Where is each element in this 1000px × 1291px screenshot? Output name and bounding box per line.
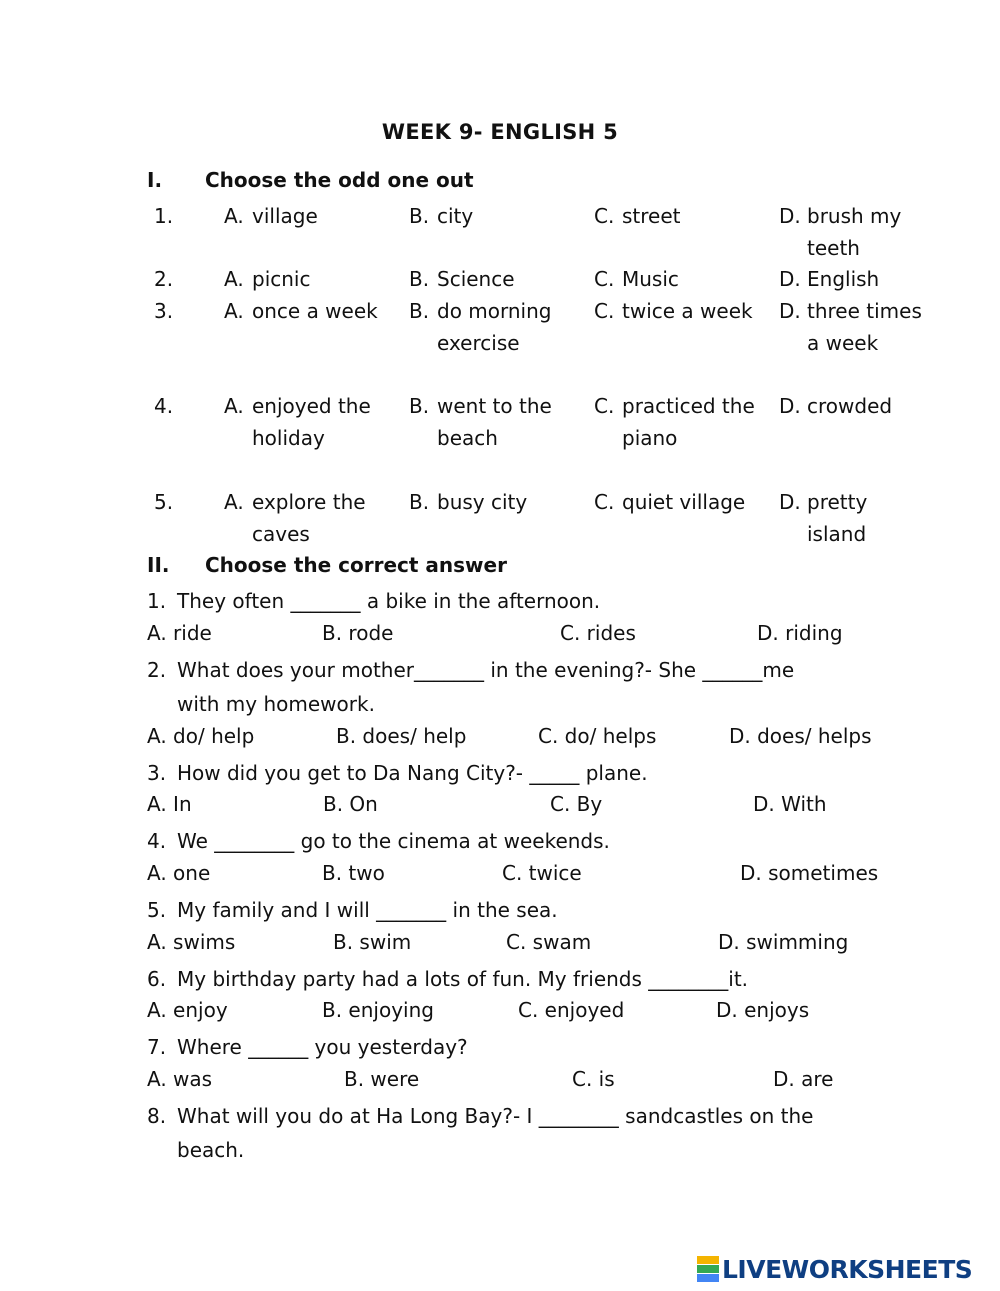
question-text: My family and I will _______ in the sea.: [177, 898, 558, 922]
option-letter: C.: [594, 267, 615, 291]
section-2-heading: [147, 553, 507, 577]
question-number: 3.: [147, 761, 167, 785]
option: [224, 296, 402, 328]
option-text: city: [437, 204, 474, 228]
answer-option: A. do/ help: [147, 724, 255, 748]
question-text: What does your mother_______ in the evening?- She ______me: [177, 658, 795, 682]
question-number: 1.: [147, 589, 167, 613]
question: [147, 1099, 813, 1167]
option-text: quiet village: [622, 490, 746, 514]
option: [224, 487, 402, 550]
answer-option: B. two: [322, 861, 385, 885]
option: [409, 296, 587, 359]
question-text-continued: with my homework.: [177, 692, 375, 716]
question-number: 6.: [147, 967, 167, 991]
answer-option: C. do/ helps: [538, 724, 657, 748]
option-letter: D.: [779, 299, 801, 323]
option: [594, 296, 772, 328]
option: [409, 487, 587, 519]
option: [594, 391, 772, 454]
option-text: street: [622, 204, 681, 228]
answer-option: B. On: [323, 792, 378, 816]
question-number: 4.: [147, 829, 167, 853]
answer-option: B. were: [344, 1067, 420, 1091]
question-number: 2.: [147, 658, 167, 682]
option-text: explore the caves: [252, 490, 366, 546]
answer-option: D. With: [753, 792, 827, 816]
option-letter: B.: [409, 490, 430, 514]
answer-option: A. swims: [147, 930, 236, 954]
answer-option: C. rides: [560, 621, 636, 645]
answer-option: A. ride: [147, 621, 212, 645]
section-1-title: Choose the odd one out: [205, 168, 474, 192]
question: [147, 653, 794, 721]
option-letter: B.: [409, 267, 430, 291]
option-letter: A.: [224, 394, 244, 418]
question-text: Where ______ you yesterday?: [177, 1035, 468, 1059]
option-letter: C.: [594, 394, 615, 418]
option-letter: A.: [224, 490, 244, 514]
option-letter: A.: [224, 267, 244, 291]
option-text: twice a week: [622, 299, 753, 323]
item-number: 2.: [154, 267, 174, 291]
answer-option: C. twice: [502, 861, 582, 885]
question: [147, 1030, 468, 1064]
option-text: crowded: [807, 394, 893, 418]
option-text: village: [252, 204, 318, 228]
option-letter: C.: [594, 204, 615, 228]
answer-option: D. does/ helps: [729, 724, 872, 748]
option-letter: C.: [594, 490, 615, 514]
option-text: pretty island: [807, 490, 868, 546]
option-letter: B.: [409, 204, 430, 228]
option: [409, 264, 587, 296]
liveworksheets-logo-icon: [697, 1256, 719, 1282]
option: [594, 201, 772, 233]
liveworksheets-logo: [697, 1254, 972, 1284]
option-text: Science: [437, 267, 515, 291]
option-text: brush my teeth: [807, 204, 902, 260]
option-letter: D.: [779, 394, 801, 418]
answer-option: B. enjoying: [322, 998, 434, 1022]
answer-option: A. enjoy: [147, 998, 228, 1022]
question-text-continued: beach.: [177, 1138, 245, 1162]
item-number: 5.: [154, 490, 174, 514]
question-number: 8.: [147, 1104, 167, 1128]
answer-option: B. does/ help: [336, 724, 467, 748]
answer-option: A. was: [147, 1067, 213, 1091]
option-text: three times a week: [807, 299, 922, 355]
answer-option: D. sometimes: [740, 861, 879, 885]
option-text: enjoyed the holiday: [252, 394, 371, 450]
question-text: How did you get to Da Nang City?- _____ plane.: [177, 761, 648, 785]
option: [779, 487, 927, 550]
item-number: 4.: [154, 394, 174, 418]
answer-option: C. By: [550, 792, 603, 816]
option-text: English: [807, 267, 880, 291]
option: [779, 391, 927, 423]
option-letter: B.: [409, 394, 430, 418]
option-letter: D.: [779, 267, 801, 291]
question-number: 7.: [147, 1035, 167, 1059]
answer-option: C. is: [572, 1067, 615, 1091]
option-letter: C.: [594, 299, 615, 323]
answer-option: B. swim: [333, 930, 412, 954]
option-text: do morning exercise: [437, 299, 552, 355]
answer-option: A. one: [147, 861, 211, 885]
answer-option: D. swimming: [718, 930, 849, 954]
question: [147, 756, 648, 790]
item-number: 1.: [154, 204, 174, 228]
answer-option: C. enjoyed: [518, 998, 625, 1022]
option: [409, 201, 587, 233]
option-text: once a week: [252, 299, 378, 323]
option-text: busy city: [437, 490, 528, 514]
option: [224, 264, 402, 296]
answer-option: D. are: [773, 1067, 834, 1091]
question: [147, 962, 748, 996]
option-letter: B.: [409, 299, 430, 323]
answer-option: C. swam: [506, 930, 592, 954]
option: [594, 487, 772, 519]
option-letter: A.: [224, 204, 244, 228]
question-text: We ________ go to the cinema at weekends.: [177, 829, 610, 853]
option-text: practiced the piano: [622, 394, 755, 450]
option: [779, 201, 927, 264]
question-text: What will you do at Ha Long Bay?- I ________ sandcastles on the: [177, 1104, 814, 1128]
question-text: My birthday party had a lots of fun. My friends ________it.: [177, 967, 749, 991]
section-1-numeral: I.: [147, 168, 163, 192]
option: [779, 264, 927, 296]
option-text: picnic: [252, 267, 311, 291]
option: [409, 391, 587, 454]
item-number: 3.: [154, 299, 174, 323]
option-text: went to the beach: [437, 394, 552, 450]
question: [147, 893, 558, 927]
question-text: They often _______ a bike in the afternoon.: [177, 589, 601, 613]
option: [594, 264, 772, 296]
page-title: WEEK 9- ENGLISH 5: [381, 120, 619, 144]
option: [224, 201, 402, 233]
option-letter: D.: [779, 204, 801, 228]
answer-option: A. In: [147, 792, 192, 816]
question: [147, 584, 600, 618]
option-letter: D.: [779, 490, 801, 514]
answer-option: D. riding: [757, 621, 843, 645]
option: [779, 296, 927, 359]
answer-option: B. rode: [322, 621, 394, 645]
watermark-text: LIVEWORKSHEETS: [722, 1254, 973, 1284]
option-text: Music: [622, 267, 679, 291]
option: [224, 391, 402, 454]
answer-option: D. enjoys: [716, 998, 810, 1022]
section-1-heading: [147, 168, 474, 192]
section-2-title: Choose the correct answer: [205, 553, 507, 577]
section-2-numeral: II.: [147, 553, 170, 577]
option-letter: A.: [224, 299, 244, 323]
question-number: 5.: [147, 898, 167, 922]
question: [147, 824, 610, 858]
